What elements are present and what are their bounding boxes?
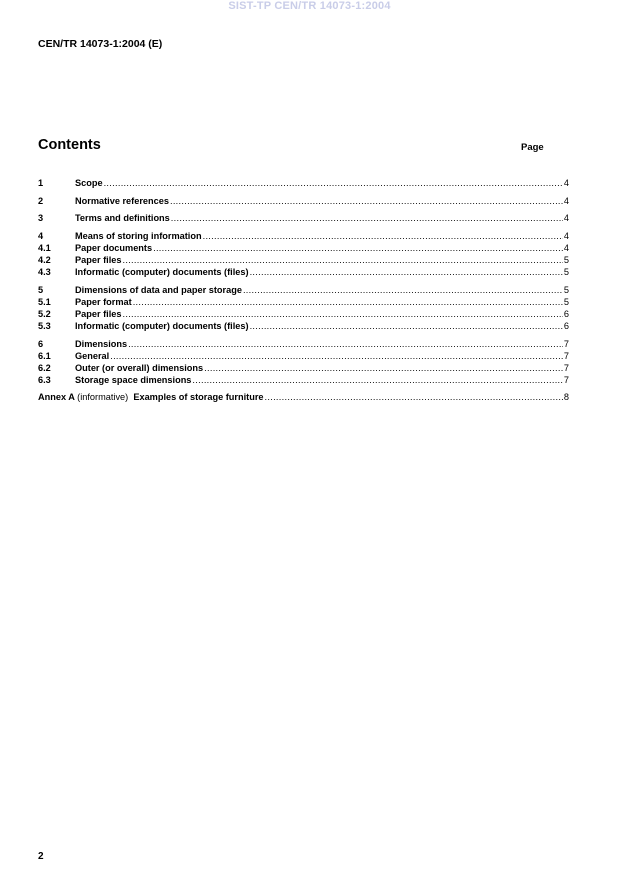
toc-group [38,212,569,224]
toc-dot-leader [170,195,563,207]
toc-dot-leader [204,362,563,374]
toc-entry-title: Paper format [75,296,132,307]
toc-dot-leader [243,284,563,296]
toc-entry-title: Paper documents [75,242,153,253]
toc-entry-page: 7 [563,362,569,373]
toc-entry-page: 5 [563,254,569,265]
toc-group [38,177,569,189]
toc-entry-page: 5 [563,267,569,278]
toc-entry-title: Paper files [75,308,122,319]
toc-entry-number: 5.1 [38,296,51,307]
toc-dot-leader [122,254,562,266]
toc-group [38,230,569,278]
toc-group [38,338,569,386]
toc-entry-number: 4.1 [38,242,51,253]
toc-entry-page: 8 [563,392,569,403]
toc-entry-number: 5.3 [38,320,51,331]
toc-entry-page: 4 [563,213,569,224]
toc-entry-title: Dimensions of data and paper storage [75,284,242,295]
toc-dot-leader [133,296,563,308]
toc-entry-title: Dimensions [75,338,128,349]
toc-dot-leader [203,230,563,242]
toc-entry-title: Terms and definitions [75,213,170,224]
toc-entry-number: 4.2 [38,254,51,265]
annex-qualifier: (informative) [77,392,129,403]
toc-group [38,284,569,332]
toc-entry[interactable] [38,212,569,224]
toc-entry-number: 4 [38,230,44,241]
toc-entry-title: Means of storing information [75,230,202,241]
toc-entry-number: 4.3 [38,267,51,278]
toc-dot-leader [250,266,563,278]
toc-entry-page: 6 [563,308,569,319]
toc-dot-leader [192,374,562,386]
toc-entry-title: Storage space dimensions [75,374,192,385]
toc-dot-leader [104,177,563,189]
toc-entry-page: 7 [563,374,569,385]
document-id: CEN/TR 14073-1:2004 (E) [38,38,163,50]
toc-entry-title: Paper files [75,254,122,265]
toc-dot-leader [128,338,563,350]
toc-entry-page: 7 [563,350,569,361]
toc-entry[interactable] [38,362,569,374]
page-column-header: Page [521,142,544,153]
toc-entry[interactable] [38,195,569,207]
page-number: 2 [38,851,44,862]
annex-label: Annex A [38,392,75,403]
toc-dot-leader [250,320,563,332]
toc-entry-number: 6.1 [38,350,51,361]
toc-entry-title: Normative references [75,195,169,206]
toc-entry-number: 5 [38,284,44,295]
toc-entry-title: Informatic (computer) documents (files) [75,267,249,278]
toc-entry-number: 2 [38,195,44,206]
toc-entry-title: Scope [75,178,103,188]
toc-dot-leader [122,308,562,320]
toc-dot-leader [171,212,563,224]
toc-entry[interactable] [38,177,569,189]
annex-title: Examples of storage furniture [133,392,264,403]
toc-entry[interactable] [38,320,569,332]
toc-entry[interactable] [38,284,569,296]
toc-entry-page: 7 [563,338,569,349]
toc-entry-page: 4 [563,230,569,241]
toc-dot-leader [110,350,563,362]
toc-entry-number: 1 [38,178,44,188]
toc-entry[interactable] [38,374,569,386]
toc-entry[interactable] [38,338,569,350]
toc-entry[interactable] [38,230,569,242]
toc-entry-page: 4 [563,178,569,188]
toc-entry[interactable] [38,242,569,254]
toc-entry-number: 5.2 [38,308,51,319]
toc-annex-entry[interactable] [38,391,569,403]
toc-entry[interactable] [38,308,569,320]
table-of-contents [38,177,569,404]
toc-entry-number: 3 [38,213,44,224]
toc-entry[interactable] [38,296,569,308]
toc-entry-page: 5 [563,284,569,295]
toc-dot-leader [265,391,563,403]
toc-entry-page: 4 [563,195,569,206]
toc-dot-leader [153,242,563,254]
toc-entry-title: General [75,350,110,361]
contents-title: Contents [38,137,101,153]
toc-entry-title: Outer (or overall) dimensions [75,362,204,373]
annex-title-group [38,391,264,403]
toc-entry[interactable] [38,254,569,266]
toc-entry[interactable] [38,266,569,278]
watermark: SIST-TP CEN/TR 14073-1:2004 [228,0,391,12]
toc-entry-number: 6.3 [38,374,51,385]
toc-entry-number: 6 [38,338,44,349]
toc-entry[interactable] [38,350,569,362]
toc-entry-page: 4 [563,242,569,253]
toc-entry-page: 5 [563,296,569,307]
toc-entry-page: 6 [563,320,569,331]
toc-entry-number: 6.2 [38,362,51,373]
toc-entry-title: Informatic (computer) documents (files) [75,320,249,331]
toc-group [38,195,569,207]
